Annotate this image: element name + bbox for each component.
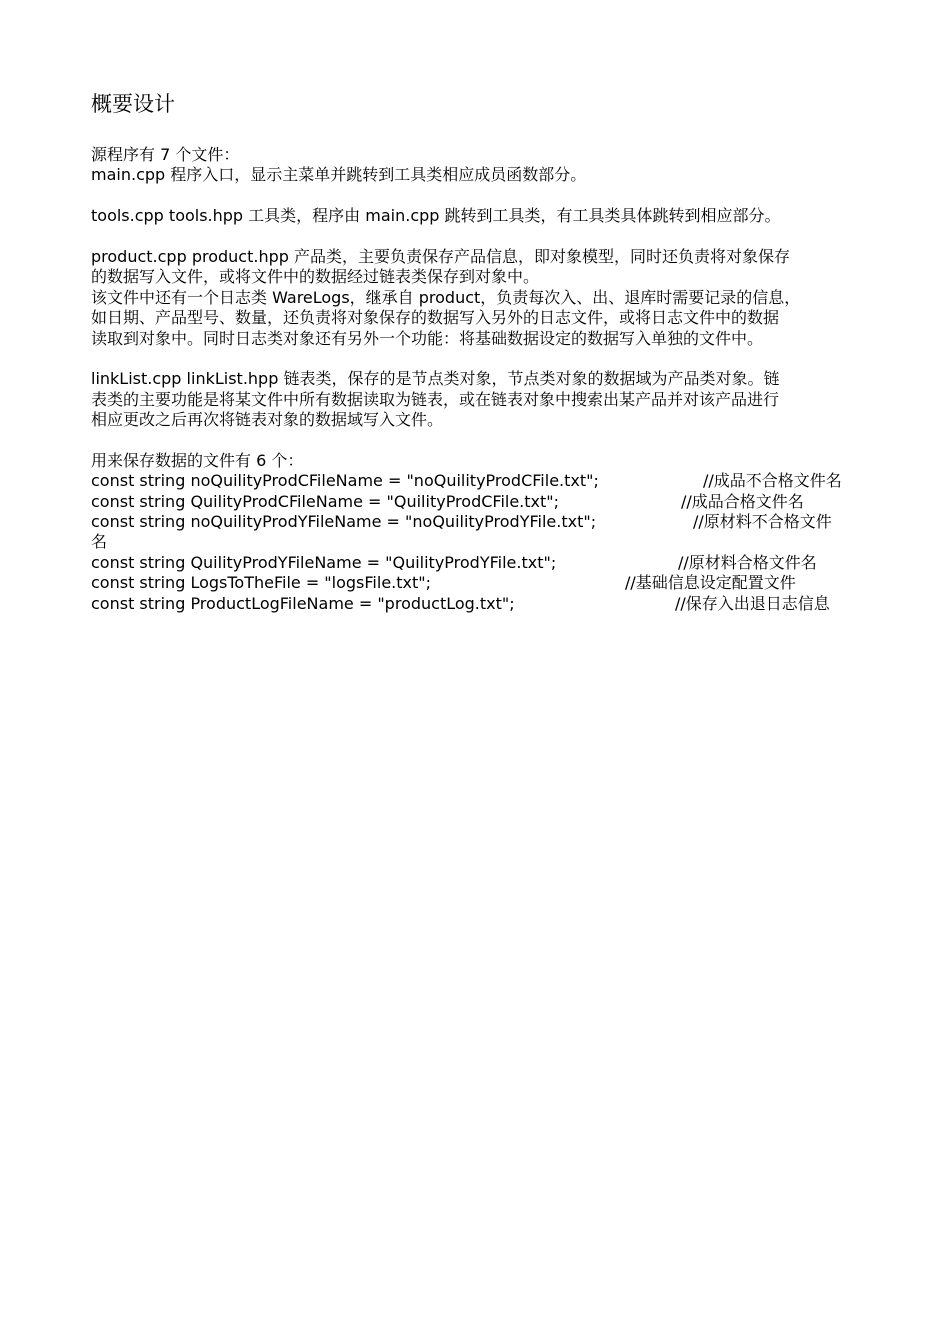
text-line: 表类的主要功能是将某文件中所有数据读取为链表，或在链表对象中搜索出某产品并对该产品进行 (91, 389, 780, 409)
text-line: 读取到对象中。同时日志类对象还有另外一个功能：将基础数据设定的数据写入单独的文件中。 (91, 328, 764, 348)
file-constant-statement: const string noQuilityProdCFileName = "noQuilityProdCFile.txt"; (91, 471, 599, 491)
tools-paragraph (91, 206, 881, 226)
product-paragraph (91, 247, 881, 349)
file-constant-line (91, 492, 881, 512)
intro-paragraph (91, 145, 881, 186)
text-line: linkList.cpp linkList.hpp 链表类，保存的是节点类对象，节点类对象的数据域为产品类对象。链 (91, 369, 780, 389)
file-constant-wrap: 名 (91, 532, 108, 552)
file-constant-statement: const string noQuilityProdYFileName = "noQuilityProdYFile.txt"; (91, 512, 597, 532)
file-constant-line (91, 553, 881, 573)
file-constant-comment: //原材料合格文件名 (678, 552, 817, 572)
file-constant-statement: const string ProductLogFileName = "productLog.txt"; (91, 593, 515, 613)
files-heading: 用来保存数据的文件有 6 个： (91, 450, 304, 470)
file-constant-comment: //成品不合格文件名 (703, 471, 842, 491)
paragraph-gap (91, 430, 881, 450)
file-constant-comment: //基础信息设定配置文件 (625, 573, 796, 593)
paragraph-gap (91, 349, 881, 369)
text-line: 该文件中还有一个日志类 WareLogs，继承自 product，负责每次入、出、退库时需要记录的信息， (91, 287, 801, 307)
file-constant-statement: const string QuilityProdCFileName = "QuilityProdCFile.txt"; (91, 491, 560, 511)
paragraph-gap (91, 186, 881, 206)
text-line: 相应更改之后再次将链表对象的数据域写入文件。 (91, 410, 444, 430)
text-line: main.cpp 程序入口，显示主菜单并跳转到工具类相应成员函数部分。 (91, 165, 587, 185)
file-constant-line (91, 471, 881, 491)
text-line: 源程序有 7 个文件： (91, 145, 240, 164)
linklist-paragraph (91, 369, 881, 430)
text-line: 的数据写入文件，或将文件中的数据经过链表类保存到对象中。 (91, 267, 540, 287)
document-body (91, 145, 881, 614)
text-line: tools.cpp tools.hpp 工具类，程序由 main.cpp 跳转到工具类，有工具类具体跳转到相应部分。 (91, 206, 781, 226)
text-line: 如日期、产品型号、数量，还负责将对象保存的数据写入另外的日志文件，或将日志文件中的数据 (91, 308, 780, 328)
file-constant-statement: const string QuilityProdYFileName = "QuilityProdYFile.txt"; (91, 552, 557, 572)
file-constant-line (91, 512, 881, 532)
file-constant-line (91, 573, 881, 593)
file-constant-comment: //原材料不合格文件 (693, 512, 832, 532)
file-constant-line (91, 594, 881, 614)
file-constant-comment: //保存入出退日志信息 (675, 593, 830, 613)
files-section (91, 451, 881, 614)
document-title: 概要设计 (91, 92, 175, 116)
paragraph-gap (91, 227, 881, 247)
file-constant-comment: //成品合格文件名 (681, 491, 804, 511)
text-line: product.cpp product.hpp 产品类，主要负责保存产品信息，即对象模型，同时还负责将对象保存 (91, 246, 790, 266)
file-constant-statement: const string LogsToTheFile = "logsFile.txt"; (91, 573, 432, 593)
